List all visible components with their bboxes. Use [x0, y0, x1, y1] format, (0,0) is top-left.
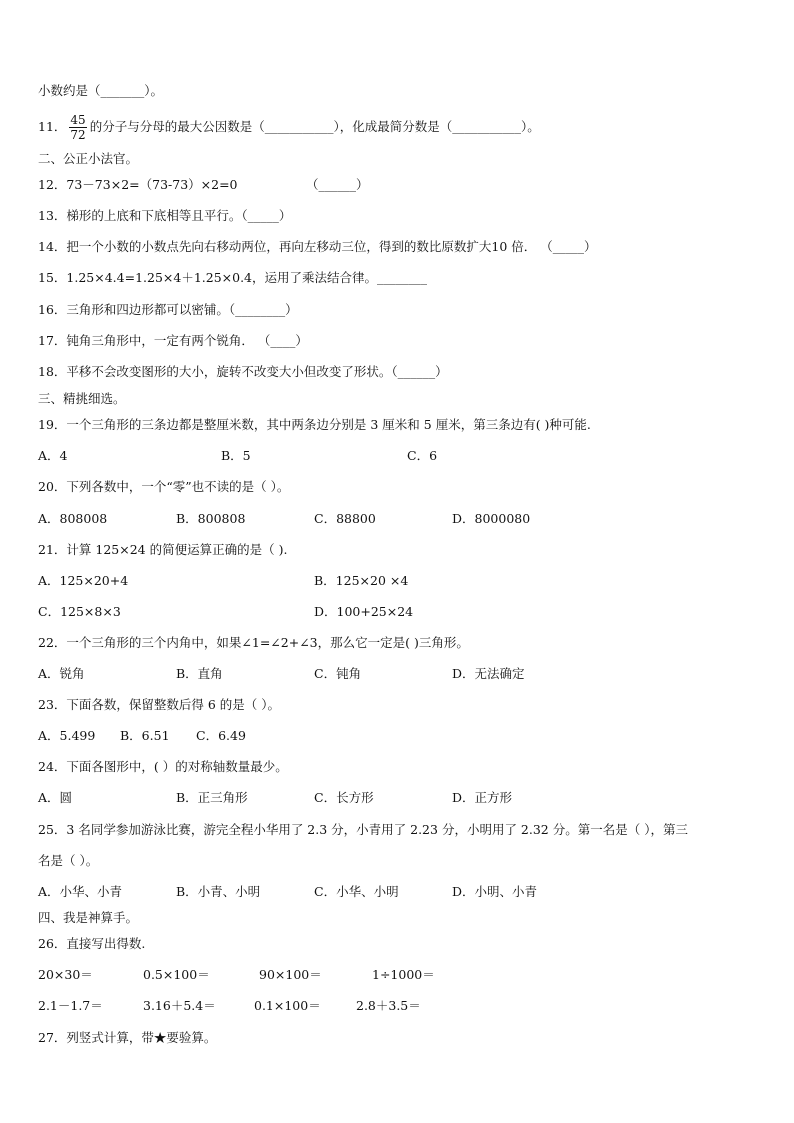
question-18: 18．平移不会改变图形的大小，旋转不改变大小但改变了形状。（______）	[38, 364, 448, 379]
option-a: A．808008	[38, 511, 108, 526]
question-11	[38, 108, 540, 146]
calc-item: 0.1×100＝	[254, 998, 321, 1013]
question-number: 11．	[38, 119, 67, 134]
calc-item: 0.5×100＝	[143, 967, 210, 982]
section-heading-2: 二、公正小法官。	[38, 151, 139, 166]
option-d: D．8000080	[452, 511, 531, 526]
option-c: C．125×8×3	[38, 604, 121, 619]
calc-item: 3.16＋5.4＝	[143, 998, 216, 1013]
section-heading-3: 三、精挑细选。	[38, 391, 126, 406]
question-27: 27．列竖式计算，带★要验算。	[38, 1030, 217, 1045]
option-a: A．125×20+4	[38, 573, 129, 588]
question-21: 21．计算 125×24 的简便运算正确的是（ ).	[38, 542, 288, 557]
option-b: B．直角	[176, 666, 223, 681]
option-c: C．6.49	[196, 728, 246, 743]
section-heading-4: 四、我是神算手。	[38, 910, 139, 925]
calc-item: 90×100＝	[259, 967, 322, 982]
question-25-line1: 25．3 名同学参加游泳比赛，游完全程小华用了 2.3 分，小青用了 2.23 分，小明用了 2.32 分。第一名是（ ），第三	[38, 822, 688, 837]
question-23: 23．下面各数，保留整数后得 6 的是（ ）。	[38, 697, 281, 712]
calc-item: 2.8＋3.5＝	[356, 998, 421, 1013]
question-20: 20．下列各数中，一个“零”也不读的是（ ）。	[38, 479, 290, 494]
question-15: 15．1.25×4.4=1.25×4＋1.25×0.4，运用了乘法结合律。________	[38, 270, 428, 285]
option-a: A．锐角	[38, 666, 85, 681]
question-17: 17．钝角三角形中，一定有两个锐角． （____）	[38, 333, 308, 348]
option-a: A．4	[38, 448, 68, 463]
option-d: D．小明、小青	[452, 884, 538, 899]
option-c: C．小华、小明	[314, 884, 399, 899]
option-d: D．无法确定	[452, 666, 525, 681]
option-b: B．800808	[176, 511, 246, 526]
question-16: 16．三角形和四边形都可以密铺。（________）	[38, 302, 298, 317]
option-d: D．100+25×24	[314, 604, 414, 619]
question-12: 12．73－73×2=（73-73）×2=0	[38, 177, 238, 192]
question-22: 22．一个三角形的三个内角中，如果∠1=∠2+∠3，那么它一定是( )三角形。	[38, 635, 469, 650]
fraction-numerator: 45	[70, 113, 86, 127]
text-line: 小数约是（_______）。	[38, 83, 164, 98]
question-24: 24．下面各图形中，( ）的对称轴数量最少。	[38, 759, 288, 774]
question-25-line2: 名是（ ）。	[38, 853, 99, 868]
fraction-denominator: 72	[70, 128, 86, 142]
option-c: C．长方形	[314, 790, 374, 805]
option-b: B．125×20 ×4	[314, 573, 409, 588]
answer-blank: （______）	[306, 177, 369, 192]
calc-item: 20×30＝	[38, 967, 93, 982]
option-d: D．正方形	[452, 790, 513, 805]
question-14: 14．把一个小数的小数点先向右移动两位，再向左移动三位，得到的数比原数扩大10 倍． （_____）	[38, 239, 597, 254]
option-a: A．圆	[38, 790, 73, 805]
question-26: 26．直接写出得数.	[38, 936, 146, 951]
calc-item: 1÷1000＝	[372, 967, 435, 982]
option-a: A．小华、小青	[38, 884, 123, 899]
question-19: 19．一个三角形的三条边都是整厘米数，其中两条边分别是 3 厘米和 5 厘米，第三条边有( )种可能.	[38, 417, 591, 432]
option-a: A．5.499	[38, 728, 96, 743]
fraction	[69, 113, 86, 142]
option-c: C．钝角	[314, 666, 362, 681]
option-b: B．6.51	[120, 728, 170, 743]
option-b: B．小青、小明	[176, 884, 261, 899]
option-b: B．5	[221, 448, 251, 463]
calc-item: 2.1－1.7＝	[38, 998, 103, 1013]
question-13: 13．梯形的上底和下底相等且平行。（_____）	[38, 208, 292, 223]
question-text: 的分子与分母的最大公因数是（___________），化成最简分数是（___________）。	[89, 119, 540, 134]
option-c: C．88800	[314, 511, 376, 526]
option-c: C．6	[407, 448, 438, 463]
option-b: B．正三角形	[176, 790, 248, 805]
